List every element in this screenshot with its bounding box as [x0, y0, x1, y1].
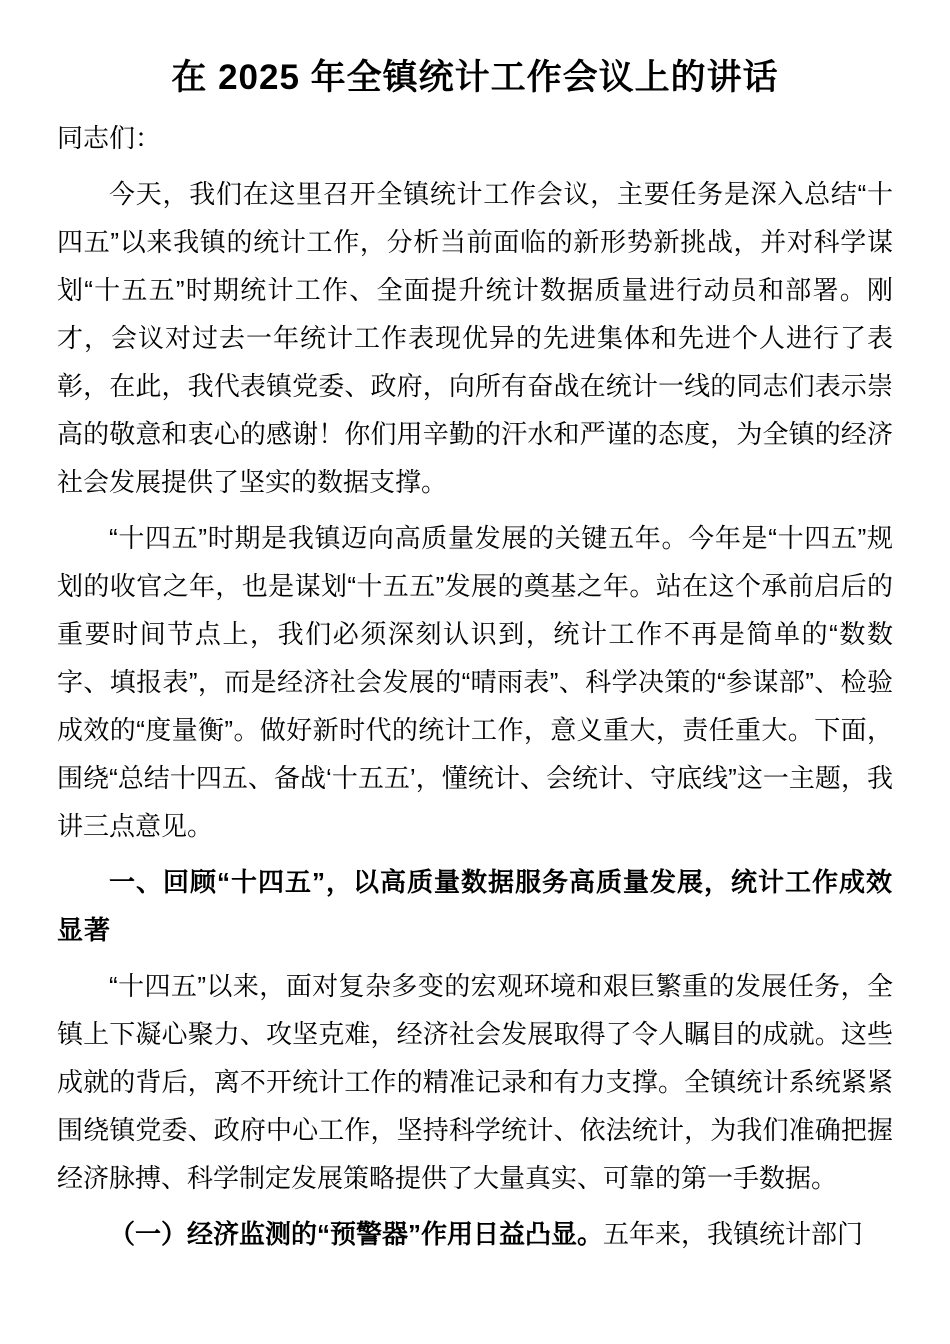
subsection-1-lead: （一）经济监测的“预警器”作用日益凸显。: [109, 1219, 604, 1249]
document-title: 在 2025 年全镇统计工作会议上的讲话: [171, 58, 779, 97]
subsection-1-rest: 五年来，我镇统计部门: [603, 1219, 864, 1249]
salutation: 同志们：: [57, 123, 162, 153]
paragraph-subsection-1: [57, 1210, 893, 1258]
section-1-heading: 一、回顾“十四五”，以高质量数据服务高质量发展，统计工作成效显著: [57, 867, 894, 945]
paragraph-intro: 今天，我们在这里召开全镇统计工作会议，主要任务是深入总结“十四五”以来我镇的统计工作，分析当前面临的新形势新挑战，并对科学谋划“十五五”时期统计工作、全面提升统计数据质量进行动员和部署。刚才，会议对过去一年统计工作表现优异的先进集体和先进个人进行了表彰，在此，我代表镇党委、政府，向所有奋战在统计一线的同志们表示崇高的敬意和衷心的感谢！你们用辛勤的汗水和严谨的态度，为全镇的经济社会发展提供了坚实的数据支撑。: [57, 179, 893, 497]
paragraph-achievements: “十四五”以来，面对复杂多变的宏观环境和艰巨繁重的发展任务，全镇上下凝心聚力、攻坚克难，经济社会发展取得了令人瞩目的成就。这些成就的背后，离不开统计工作的精准记录和有力支撑。全镇统计系统紧紧围绕镇党委、政府中心工作，坚持科学统计、依法统计，为我们准确把握经济脉搏、科学制定发展策略提供了大量真实、可靠的第一手数据。: [57, 971, 893, 1193]
paragraph-context: “十四五”时期是我镇迈向高质量发展的关键五年。今年是“十四五”规划的收官之年，也是谋划“十五五”发展的奠基之年。站在这个承前启后的重要时间节点上，我们必须深刻认识到，统计工作不再是简单的“数数字、填报表”，而是经济社会发展的“晴雨表”、科学决策的“参谋部”、检验成效的“度量衡”。做好新时代的统计工作，意义重大，责任重大。下面，围绕“总结十四五、备战‘十五五’，懂统计、会统计、守底线”这一主题，我讲三点意见。: [57, 523, 893, 841]
